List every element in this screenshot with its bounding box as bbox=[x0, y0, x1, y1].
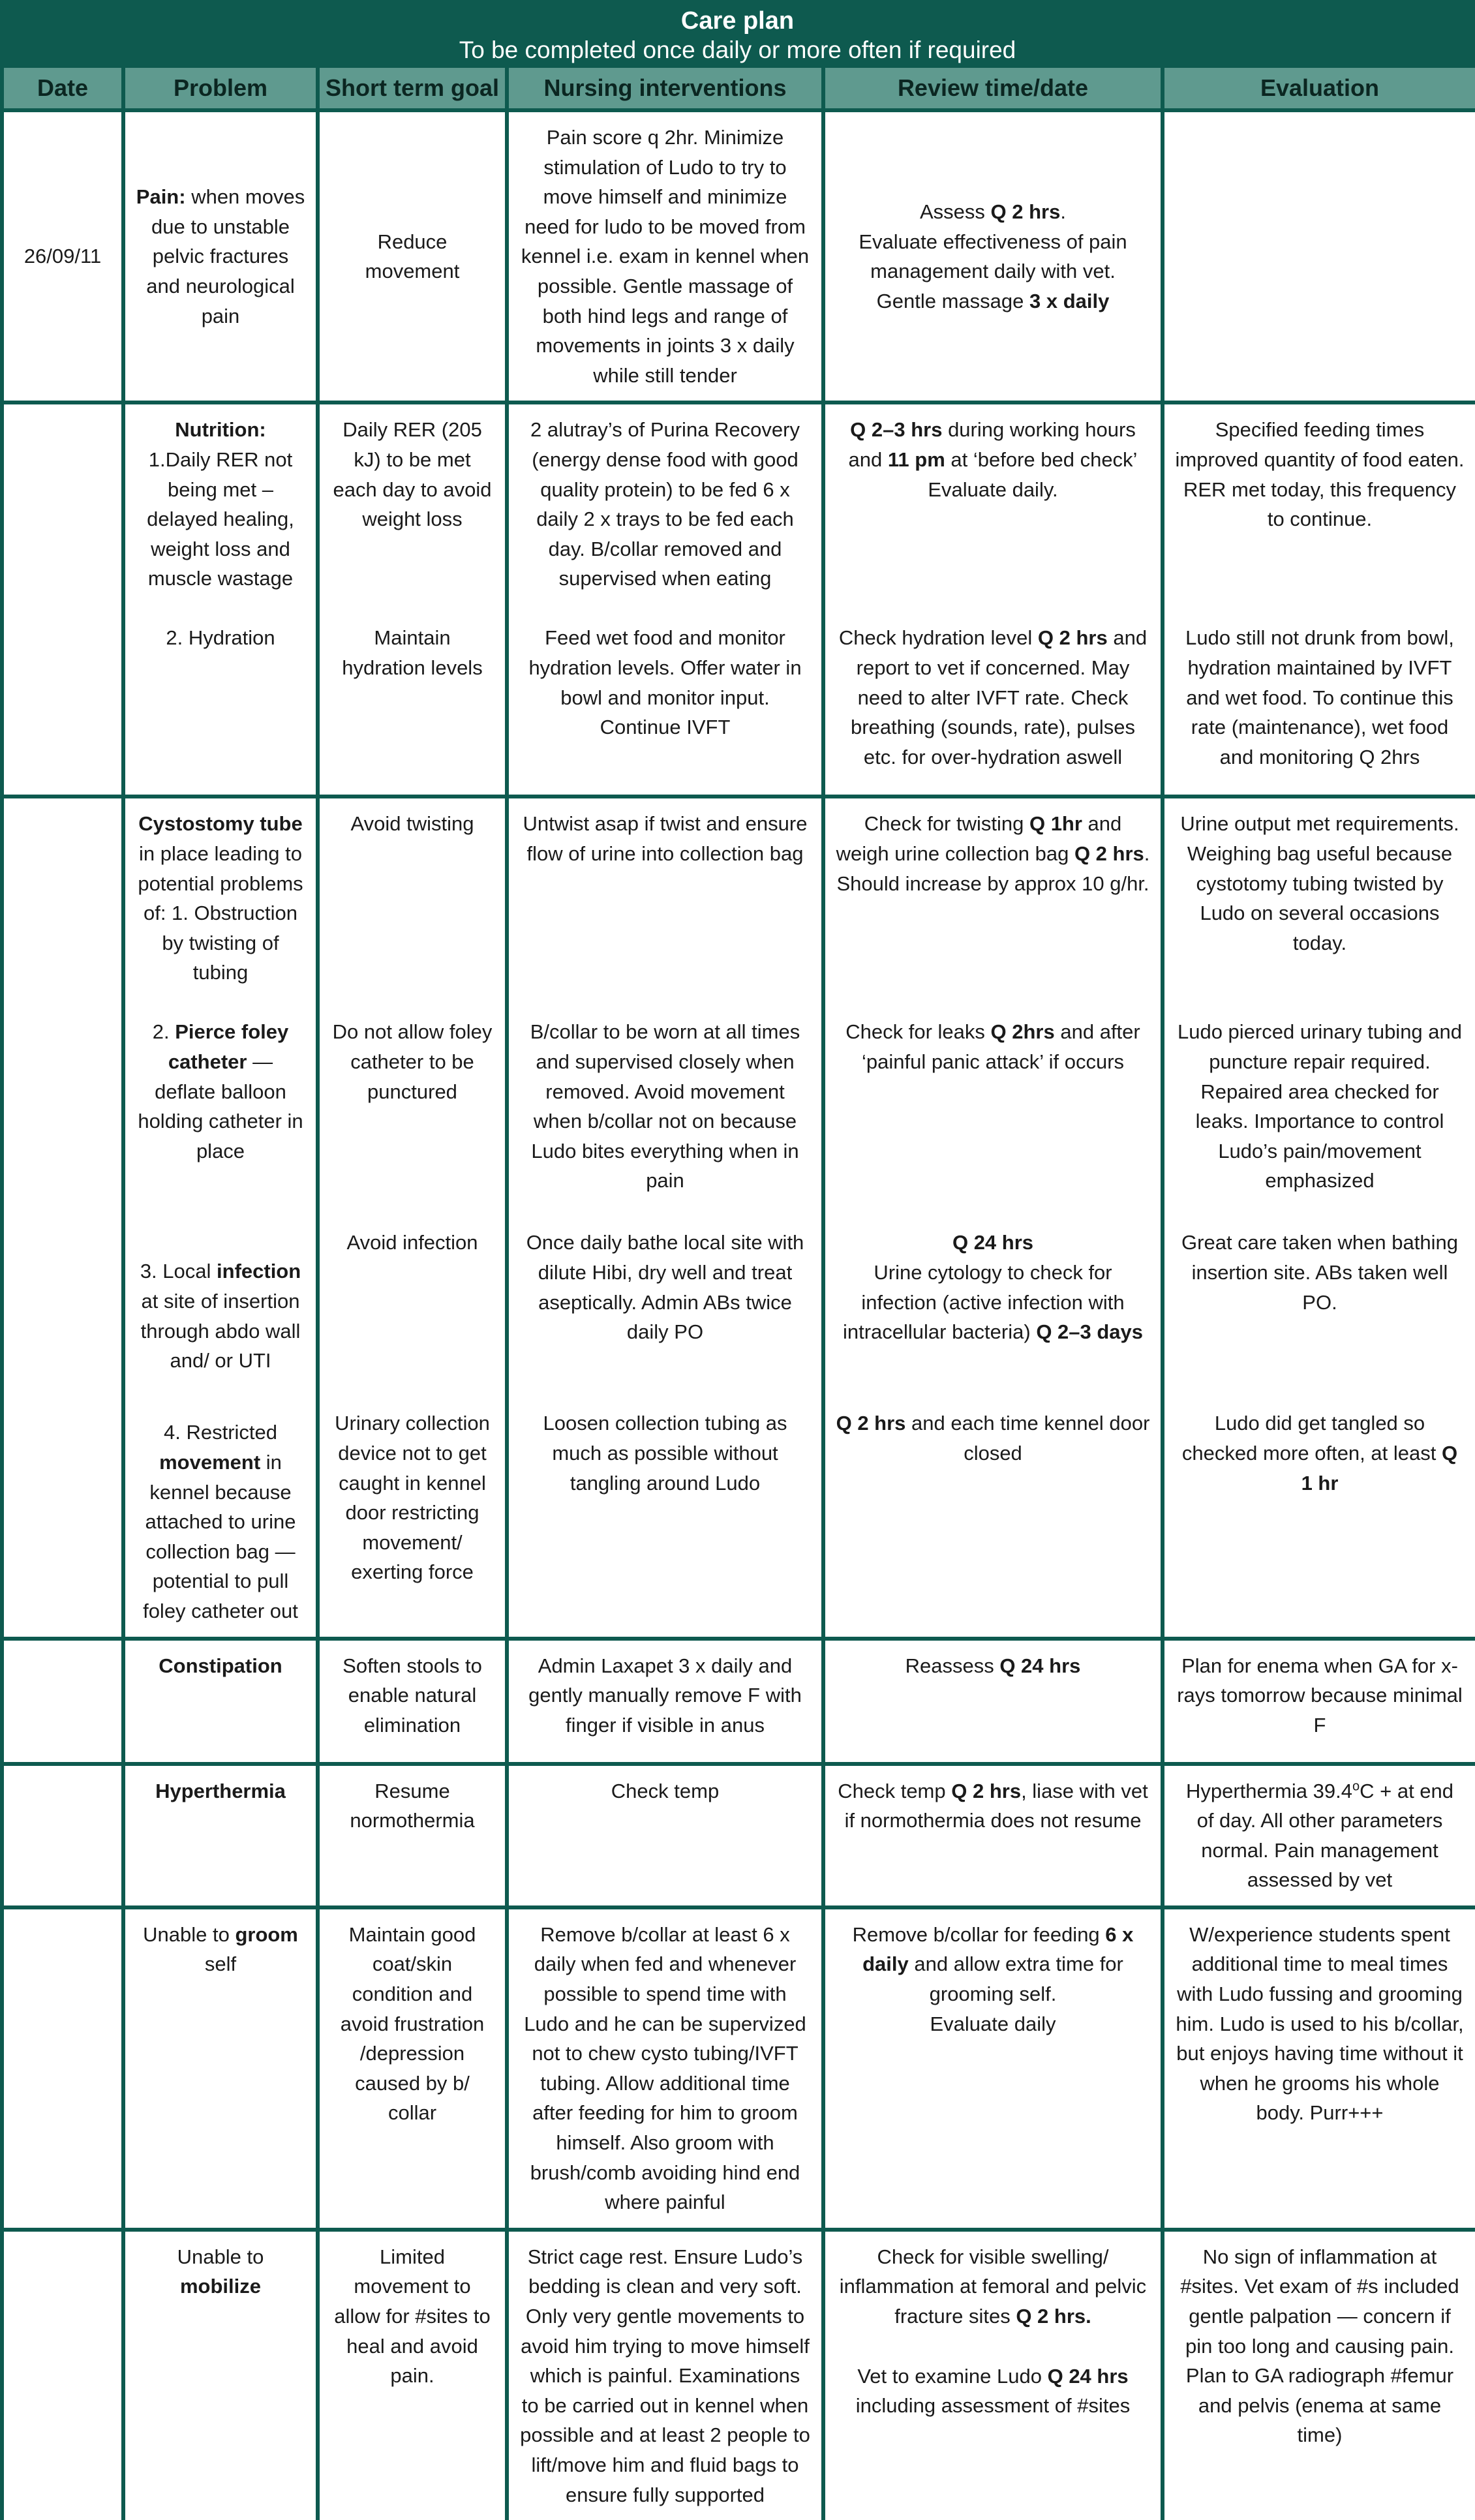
evaluation-cell bbox=[1163, 110, 1475, 402]
interventions-text: Check temp bbox=[611, 1779, 720, 1802]
evaluation-text: Plan for enema when GA for x-rays tomorrow because minimal F bbox=[1177, 1654, 1463, 1737]
review-text: Evaluate effectiveness of pain management daily with vet. bbox=[859, 230, 1127, 283]
goal-cell bbox=[318, 402, 507, 613]
review-frequency: Q 24 hrs bbox=[952, 1231, 1034, 1254]
goal-cell bbox=[318, 1007, 507, 1217]
interventions-text: Pain score q 2hr. Minimize stimulation of Ludo to try to move himself and minimize need for ludo to be moved from kennel i.e. exam in kennel when possible. Gentle massage of both hind legs and range of movements in joints 3 x daily while still tender bbox=[521, 126, 810, 387]
interventions-cell bbox=[507, 1764, 823, 1907]
date-cell bbox=[2, 402, 123, 613]
review-text: Evaluate daily bbox=[930, 2012, 1056, 2035]
interventions-text: Loosen collection tubing as much as possible without tangling around Ludo bbox=[543, 1412, 787, 1495]
problem-cell bbox=[123, 1639, 318, 1764]
column-header-evaluation: Evaluation bbox=[1163, 68, 1475, 110]
goal-cell bbox=[318, 1764, 507, 1907]
evaluation-cell bbox=[1163, 613, 1475, 797]
degree-symbol: o bbox=[1352, 1779, 1360, 1794]
column-header-date: Date bbox=[2, 68, 123, 110]
goal-cell bbox=[318, 1639, 507, 1764]
review-text: and weigh urine collection bag bbox=[836, 812, 1122, 865]
problem-title: Pierce foley catheter bbox=[168, 1020, 289, 1073]
table-row-hyperthermia bbox=[2, 1764, 1475, 1907]
problem-cell bbox=[123, 1907, 318, 2230]
evaluation-cell bbox=[1163, 1007, 1475, 1217]
review-text: Vet to examine Ludo bbox=[857, 2364, 1048, 2388]
review-frequency: Q 24 hrs bbox=[999, 1654, 1081, 1677]
problem-cell bbox=[123, 402, 318, 613]
interventions-cell bbox=[507, 1007, 823, 1217]
review-text: Urine cytology to check for infection (active infection with intracellular bacteria) bbox=[842, 1260, 1125, 1344]
goal-text: Reduce movement bbox=[365, 230, 460, 283]
interventions-cell bbox=[507, 2230, 823, 2520]
goal-text: Avoid infection bbox=[346, 1231, 478, 1254]
problem-text: 1.Daily RER not being met – delayed healing, weight loss and muscle wastage bbox=[147, 448, 294, 590]
problem-title: mobilize bbox=[179, 2275, 261, 2298]
review-cell bbox=[823, 1007, 1163, 1217]
review-text: Assess bbox=[920, 200, 991, 223]
problem-cell bbox=[123, 110, 318, 402]
column-header-problem: Problem bbox=[123, 68, 318, 110]
problem-title: movement bbox=[159, 1450, 261, 1474]
review-frequency: Q 1hr bbox=[1029, 812, 1082, 836]
evaluation-text: Specified feeding times improved quantity of food eaten. RER met today, this frequency to continue. bbox=[1175, 418, 1465, 531]
problem-cell bbox=[123, 1217, 318, 1398]
review-cell bbox=[823, 1639, 1163, 1764]
care-plan-header bbox=[0, 0, 1475, 68]
date-cell bbox=[2, 1007, 123, 1217]
review-text: Check for visible swelling/ inflammation at femoral and pelvic fracture sites bbox=[839, 2245, 1147, 2328]
review-cell bbox=[823, 1398, 1163, 1638]
problem-title: Cystostomy tube bbox=[138, 812, 303, 836]
goal-cell bbox=[318, 110, 507, 402]
evaluation-text: Hyperthermia 39.4 bbox=[1185, 1779, 1352, 1802]
table-row-mobilize bbox=[2, 2230, 1475, 2520]
problem-text: in kennel because attached to urine collection bag — potential to pull foley catheter out bbox=[143, 1450, 298, 1622]
evaluation-text: Ludo still not drunk from bowl, hydration maintained by IVFT and wet food. To continue this rate (maintenance), wet food and monitoring Q 2hrs bbox=[1185, 626, 1454, 768]
review-cell bbox=[823, 1764, 1163, 1907]
goal-cell bbox=[318, 2230, 507, 2520]
goal-cell bbox=[318, 1398, 507, 1638]
problem-text: in place leading to potential problems of: 1. Obstruction by twisting of tubing bbox=[138, 842, 303, 984]
date-cell bbox=[2, 613, 123, 797]
evaluation-text: Great care taken when bathing insertion site. ABs taken well PO. bbox=[1181, 1231, 1458, 1314]
interventions-text: Untwist asap if twist and ensure flow of urine into collection bag bbox=[523, 812, 808, 865]
problem-text: at site of insertion through abdo wall and/ or UTI bbox=[140, 1289, 301, 1373]
review-frequency: Q 2 hrs bbox=[1037, 626, 1108, 650]
evaluation-text: C + at end of day. All other parameters normal. Pain management assessed by vet bbox=[1196, 1779, 1454, 1892]
review-frequency: Q 24 hrs bbox=[1047, 2364, 1129, 2388]
review-frequency: Q 2–3 hrs bbox=[850, 418, 943, 442]
date-cell bbox=[2, 1217, 123, 1398]
review-text: and report to vet if concerned. May need to alter IVFT rate. Check breathing (sounds, rate), pulses etc. for over-hydration aswell bbox=[851, 626, 1148, 768]
table-row-groom bbox=[2, 1907, 1475, 2230]
care-plan-title: Care plan bbox=[680, 7, 795, 35]
table-row-hydration bbox=[2, 613, 1475, 797]
review-frequency: 3 x daily bbox=[1029, 289, 1110, 312]
evaluation-frequency: Q 1 hr bbox=[1301, 1441, 1458, 1495]
table-row-nutrition bbox=[2, 402, 1475, 613]
evaluation-text: Ludo did get tangled so checked more often, at least bbox=[1181, 1412, 1442, 1465]
care-plan-table bbox=[0, 68, 1475, 2520]
review-text: , liase with vet if normothermia does not resume bbox=[844, 1779, 1148, 1832]
column-header-review: Review time/date bbox=[823, 68, 1163, 110]
review-frequency: Q 2 hrs bbox=[836, 1412, 906, 1435]
problem-cell bbox=[123, 1398, 318, 1638]
evaluation-cell bbox=[1163, 1639, 1475, 1764]
review-text: during working hours and bbox=[848, 418, 1136, 471]
date-cell bbox=[2, 1907, 123, 2230]
table-row-cystostomy-pierce bbox=[2, 1007, 1475, 1217]
review-text: Remove b/collar for feeding bbox=[852, 1922, 1106, 1946]
interventions-text: Remove b/collar at least 6 x daily when fed and whenever possible to spend time with Ludo and he can be supervized not to chew cysto tubing/IVFT tubing. Allow additional time after feeding for him to groom himself. Also groom with brush/comb avoiding hind end where painful bbox=[524, 1922, 806, 2214]
date-cell bbox=[2, 110, 123, 402]
review-frequency: Q 2 hrs bbox=[951, 1779, 1022, 1802]
review-text: and each time kennel door closed bbox=[905, 1412, 1150, 1465]
goal-text: Do not allow foley catheter to be punctured bbox=[332, 1020, 493, 1103]
date-cell bbox=[2, 797, 123, 1007]
problem-text: 2. Hydration bbox=[166, 626, 275, 650]
date-cell bbox=[2, 1398, 123, 1638]
evaluation-text: Ludo pierced urinary tubing and puncture repair required. Repaired area checked for leaks. Importance to control Ludo’s pain/movement emphasized bbox=[1177, 1020, 1463, 1192]
review-frequency: Q 2hrs bbox=[990, 1020, 1055, 1044]
evaluation-cell bbox=[1163, 1907, 1475, 2230]
goal-text: Maintain good coat/skin condition and avoid frustration /depression caused by b/ collar bbox=[340, 1922, 485, 2125]
interventions-text: 2 alutray’s of Purina Recovery (energy dense food with good quality protein) to be fed 6 x daily 2 x trays to be fed each day. B/collar removed and supervised when eating bbox=[530, 418, 800, 590]
review-frequency: 6 x daily bbox=[862, 1922, 1134, 1976]
interventions-text: Once daily bathe local site with dilute Hibi, dry well and treat aseptically. Admin ABs twice daily PO bbox=[526, 1231, 804, 1344]
date-cell bbox=[2, 1764, 123, 1907]
problem-cell bbox=[123, 1007, 318, 1217]
problem-title: Pain: bbox=[136, 185, 186, 209]
review-text: Check for leaks bbox=[845, 1020, 991, 1044]
evaluation-cell bbox=[1163, 402, 1475, 613]
review-cell bbox=[823, 402, 1163, 613]
problem-text: 3. Local bbox=[140, 1260, 217, 1283]
problem-title: infection bbox=[217, 1260, 301, 1283]
goal-text: Limited movement to allow for #sites to heal and avoid pain. bbox=[334, 2245, 491, 2388]
review-cell bbox=[823, 797, 1163, 1007]
date-cell bbox=[2, 1639, 123, 1764]
interventions-cell bbox=[507, 613, 823, 797]
date-cell bbox=[2, 2230, 123, 2520]
interventions-cell bbox=[507, 1398, 823, 1638]
review-frequency: Q 2 hrs bbox=[1074, 842, 1144, 865]
review-cell bbox=[823, 1217, 1163, 1398]
problem-title: Hyperthermia bbox=[155, 1779, 286, 1802]
problem-text: 2. bbox=[152, 1020, 175, 1044]
problem-text: — deflate balloon holding catheter in place bbox=[138, 1050, 303, 1162]
interventions-cell bbox=[507, 402, 823, 613]
review-text: Gentle massage bbox=[876, 289, 1029, 312]
review-cell bbox=[823, 613, 1163, 797]
interventions-text: Admin Laxapet 3 x daily and gently manually remove F with finger if visible in anus bbox=[528, 1654, 802, 1737]
goal-cell bbox=[318, 613, 507, 797]
evaluation-text: W/experience students spent additional time to meal times with Ludo fussing and grooming him. Ludo is used to his b/collar, but enjoys having time without it when he grooms his whole body. Purr+++ bbox=[1176, 1922, 1464, 2125]
evaluation-cell bbox=[1163, 1764, 1475, 1907]
problem-title: groom bbox=[235, 1922, 298, 1946]
goal-text: Maintain hydration levels bbox=[342, 626, 483, 679]
problem-title: Nutrition: bbox=[175, 418, 266, 442]
problem-title: Constipation bbox=[159, 1654, 282, 1677]
review-text: . Should increase by approx 10 g/hr. bbox=[836, 842, 1150, 895]
problem-text: 4. Restricted bbox=[163, 1421, 277, 1444]
review-frequency: 11 pm bbox=[887, 448, 945, 471]
evaluation-cell bbox=[1163, 1398, 1475, 1638]
review-cell bbox=[823, 1907, 1163, 2230]
review-text: Check for twisting bbox=[864, 812, 1029, 836]
interventions-cell bbox=[507, 797, 823, 1007]
interventions-text: Strict cage rest. Ensure Ludo’s bedding is clean and very soft. Only very gentle movements to avoid him trying to move himself which is painful. Examinations to be carried out in kennel when possible and at least 2 people to lift/move him and fluid bags to ensure fully supported bbox=[520, 2245, 810, 2506]
goal-text: Daily RER (205 kJ) to be met each day to avoid weight loss bbox=[333, 418, 492, 531]
review-text: and allow extra time for grooming self. bbox=[908, 1952, 1123, 2006]
goal-text: Resume normothermia bbox=[350, 1779, 475, 1832]
date-value: 26/09/11 bbox=[23, 245, 102, 268]
problem-text: Unable to bbox=[177, 2245, 264, 2268]
evaluation-cell bbox=[1163, 1217, 1475, 1398]
interventions-cell bbox=[507, 1217, 823, 1398]
interventions-text: B/collar to be worn at all times and supervised closely when removed. Avoid movement when b/collar not on because Ludo bites everything when in pain bbox=[530, 1020, 800, 1192]
problem-cell bbox=[123, 1764, 318, 1907]
interventions-text: Feed wet food and monitor hydration levels. Offer water in bowl and monitor input. Continue IVFT bbox=[528, 626, 802, 739]
table-row-cystostomy-obstruction bbox=[2, 797, 1475, 1007]
problem-text: self bbox=[204, 1952, 237, 1976]
goal-cell bbox=[318, 797, 507, 1007]
review-text: . bbox=[1060, 200, 1066, 223]
review-frequency: Q 2 hrs. bbox=[1016, 2305, 1091, 2328]
review-frequency: Q 2–3 days bbox=[1036, 1320, 1144, 1344]
problem-cell bbox=[123, 797, 318, 1007]
table-row-cystostomy-infection bbox=[2, 1217, 1475, 1398]
column-header-interventions: Nursing interventions bbox=[507, 68, 823, 110]
column-header-goal: Short term goal bbox=[318, 68, 507, 110]
review-text: Check hydration level bbox=[838, 626, 1038, 650]
goal-cell bbox=[318, 1907, 507, 2230]
table-row-constipation bbox=[2, 1639, 1475, 1764]
table-row-pain bbox=[2, 110, 1475, 402]
problem-cell bbox=[123, 613, 318, 797]
goal-cell bbox=[318, 1217, 507, 1398]
interventions-cell bbox=[507, 1639, 823, 1764]
review-text: Reassess bbox=[905, 1654, 1000, 1677]
review-text: Check temp bbox=[838, 1779, 952, 1802]
evaluation-text: Urine output met requirements. Weighing bag useful because cystotomy tubing twisted by Ludo on several occasions today. bbox=[1180, 812, 1459, 954]
review-text: and after ‘painful panic attack’ if occurs bbox=[861, 1020, 1140, 1073]
column-header-row bbox=[2, 68, 1475, 110]
review-cell bbox=[823, 2230, 1163, 2520]
review-cell bbox=[823, 110, 1163, 402]
goal-text: Avoid twisting bbox=[350, 812, 474, 836]
problem-text: Unable to bbox=[143, 1922, 236, 1946]
problem-cell bbox=[123, 2230, 318, 2520]
goal-text: Urinary collection device not to get caught in kennel door restricting movement/ exerting force bbox=[335, 1412, 490, 1584]
table-row-cystostomy-movement bbox=[2, 1398, 1475, 1638]
interventions-cell bbox=[507, 110, 823, 402]
care-plan-subtitle: To be completed once daily or more often if required bbox=[459, 37, 1016, 63]
interventions-cell bbox=[507, 1907, 823, 2230]
review-frequency: Q 2 hrs bbox=[990, 200, 1061, 223]
review-text: including assessment of #sites bbox=[855, 2394, 1131, 2418]
review-text: at ‘before bed check’ Evaluate daily. bbox=[928, 448, 1138, 501]
evaluation-text: No sign of inflammation at #sites. Vet exam of #s included gentle palpation — concern if pin too long and causing pain. Plan to GA radiograph #femur and pelvis (enema at same time) bbox=[1180, 2245, 1459, 2447]
problem-text: when moves due to unstable pelvic fractures and neurological pain bbox=[146, 185, 305, 327]
evaluation-cell bbox=[1163, 2230, 1475, 2520]
evaluation-cell bbox=[1163, 797, 1475, 1007]
goal-text: Soften stools to enable natural elimination bbox=[342, 1654, 482, 1737]
